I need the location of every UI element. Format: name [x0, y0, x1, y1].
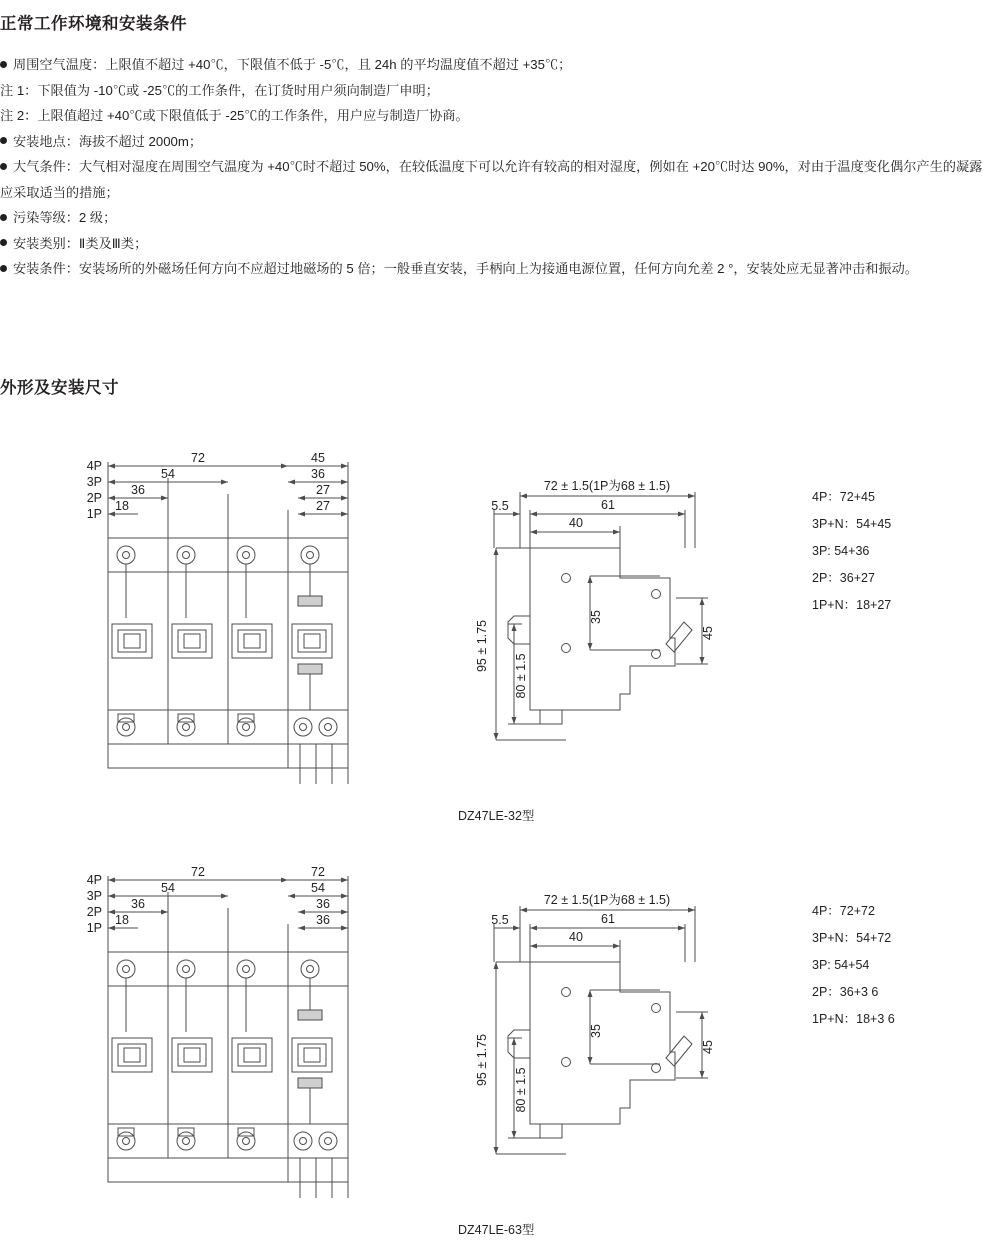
dim-left-3: 36	[131, 483, 145, 497]
pole-label-2p: 2P	[86, 491, 102, 505]
dim-left-4: 18	[115, 913, 129, 927]
dim-35: 35	[589, 1024, 603, 1038]
dim-95: 95 ± 1.75	[475, 1033, 489, 1087]
legend-item: 2P：36+3 6	[812, 985, 879, 999]
legend-item: 3P+N：54+72	[812, 931, 892, 945]
environment-conditions-list	[0, 52, 990, 282]
legend-item: 3P: 54+36	[812, 544, 870, 558]
dim-left-2: 54	[161, 881, 175, 895]
pole-label-1p: 1P	[86, 921, 102, 935]
legend-item: 4P：72+45	[812, 490, 875, 504]
list-item	[0, 52, 990, 78]
list-item-text: 污染等级：2 级；	[13, 210, 117, 225]
dim-80: 80 ± 1.5	[514, 653, 528, 699]
dim-right-1: 72	[311, 865, 325, 879]
figure-1-caption: DZ47LE-32型	[458, 809, 535, 823]
list-item-text: 注 1：下限值为 -10℃或 -25℃的工作条件，在订货时用户须向制造厂申明；	[0, 82, 439, 98]
list-item	[0, 154, 990, 205]
dim-left-1: 72	[191, 865, 205, 879]
figure-1-front-view-drawing	[60, 448, 400, 788]
pole-label-3p: 3P	[86, 475, 102, 489]
dim-5-5: 5.5	[491, 499, 509, 513]
dim-right-2: 36	[311, 467, 325, 481]
dim-top: 72 ± 1.5(1P为68 ± 1.5)	[543, 893, 671, 907]
dim-right-1: 45	[311, 451, 325, 465]
legend-item: 3P: 54+54	[812, 958, 870, 972]
dim-left-3: 36	[131, 897, 145, 911]
dim-right-4: 27	[316, 499, 330, 513]
figure-1-legend	[812, 484, 891, 619]
list-item-text: 安装类别：Ⅱ类及Ⅲ类；	[13, 235, 148, 251]
figure-2-side-view-drawing	[470, 862, 750, 1182]
list-item	[0, 78, 990, 104]
bullet-dot-icon	[0, 137, 7, 144]
dim-45: 45	[701, 1040, 715, 1054]
list-item	[0, 256, 990, 282]
list-item	[0, 103, 990, 129]
list-item	[0, 205, 990, 231]
dim-right-3: 27	[316, 483, 330, 497]
section-title-dimensions: 外形及安装尺寸	[0, 379, 119, 397]
dim-top: 72 ± 1.5(1P为68 ± 1.5)	[543, 479, 671, 493]
pole-label-1p: 1P	[86, 507, 102, 521]
pole-label-4p: 4P	[86, 873, 102, 887]
dim-95: 95 ± 1.75	[475, 619, 489, 673]
dim-right-3: 36	[316, 897, 330, 911]
pole-label-2p: 2P	[86, 905, 102, 919]
pole-label-4p: 4P	[86, 459, 102, 473]
list-item-text: 大气条件：大气相对湿度在周围空气温度为 +40℃时不超过 50%，在较低温度下可以允许有较高的相对湿度，例如在 +20℃时达 90%，对由于温度变化偶尔产生的凝露应采取适当的措施；	[0, 159, 983, 200]
legend-item: 2P：36+27	[812, 571, 875, 585]
figure-2-caption: DZ47LE-63型	[458, 1223, 535, 1237]
dim-right-4: 36	[316, 913, 330, 927]
list-item-text: 安装地点：海拔不超过 2000m；	[13, 133, 203, 149]
figure-1-side-view-drawing	[470, 448, 750, 768]
dim-61: 61	[601, 498, 615, 512]
dim-left-2: 54	[161, 467, 175, 481]
figure-2-front-view-drawing	[60, 862, 400, 1202]
dim-left-4: 18	[115, 499, 129, 513]
figure-2-legend	[812, 898, 895, 1033]
dim-61: 61	[601, 912, 615, 926]
list-item-text: 注 2：上限值超过 +40℃或下限值低于 -25℃的工作条件，用户应与制造厂协商。	[0, 108, 469, 123]
dim-80: 80 ± 1.5	[514, 1067, 528, 1113]
bullet-dot-icon	[0, 163, 7, 170]
legend-item: 1P+N：18+3 6	[812, 1012, 895, 1026]
list-item-text: 安装条件：安装场所的外磁场任何方向不应超过地磁场的 5 倍；一般垂直安装，手柄向上为接通电源位置，任何方向允差 2 °，安装处应无显著冲击和振动。	[13, 261, 918, 276]
dim-left-1: 72	[191, 451, 205, 465]
legend-item: 4P：72+72	[812, 904, 875, 918]
bullet-dot-icon	[0, 61, 7, 68]
legend-item: 3P+N：54+45	[812, 517, 892, 531]
dim-5-5: 5.5	[491, 913, 509, 927]
dim-40: 40	[569, 930, 583, 944]
bullet-dot-icon	[0, 265, 7, 272]
dim-35: 35	[589, 610, 603, 624]
dim-right-2: 54	[311, 881, 325, 895]
dim-40: 40	[569, 516, 583, 530]
legend-item: 1P+N：18+27	[812, 598, 892, 612]
dim-45: 45	[701, 626, 715, 640]
pole-label-3p: 3P	[86, 889, 102, 903]
bullet-dot-icon	[0, 214, 7, 221]
list-item	[0, 129, 990, 155]
list-item	[0, 231, 990, 257]
section-title-environment: 正常工作环境和安装条件	[0, 15, 187, 33]
list-item-text: 周围空气温度：上限值不超过 +40℃，下限值不低于 -5℃，且 24h 的平均温度值不超过 +35℃；	[13, 57, 572, 72]
bullet-dot-icon	[0, 239, 7, 246]
